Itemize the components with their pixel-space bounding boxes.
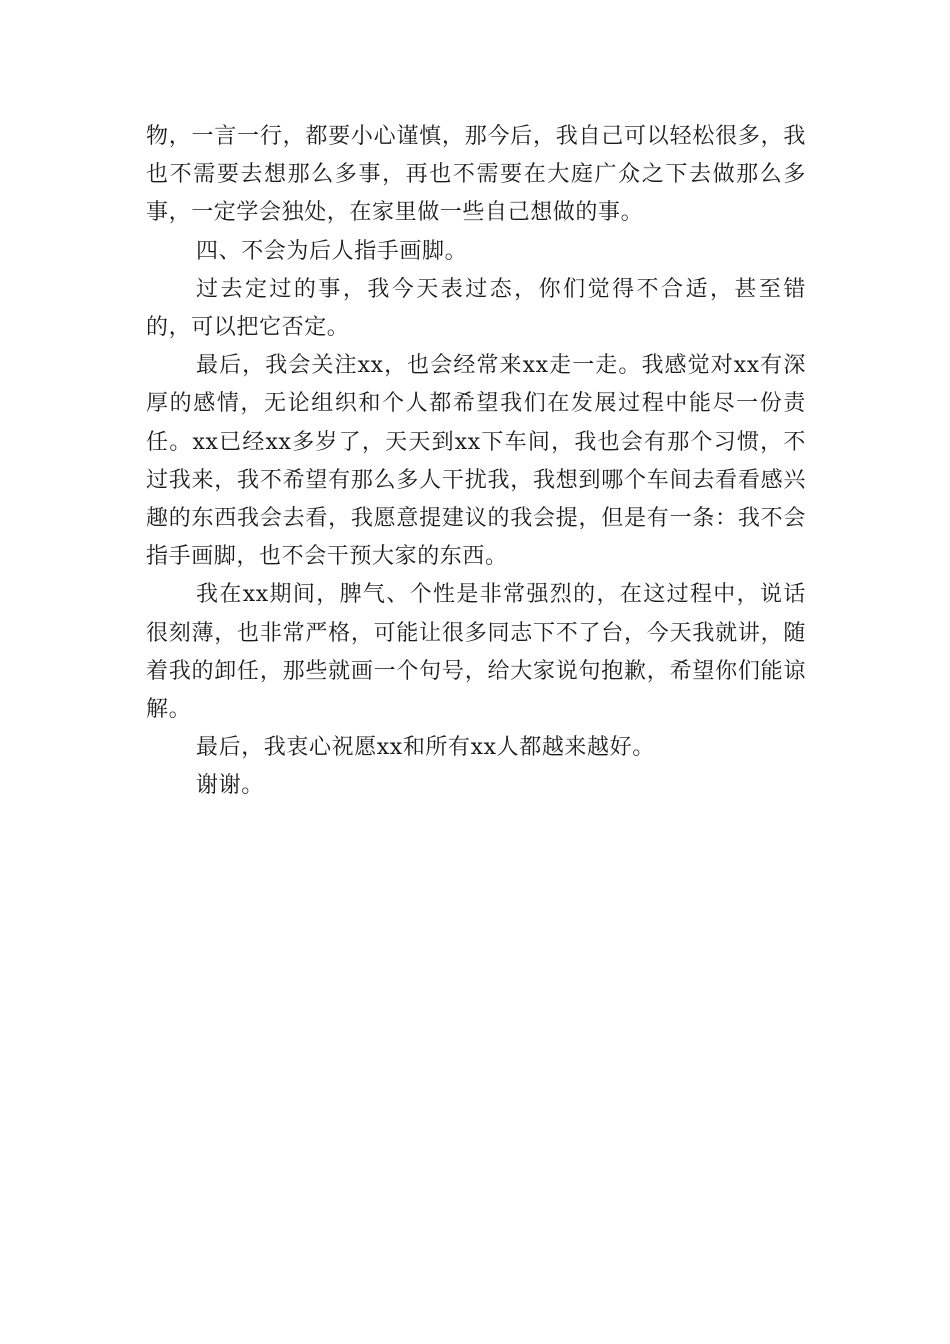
paragraph-past-decisions: 过去定过的事，我今天表过态，你们觉得不合适，甚至错的，可以把它否定。 [146,276,806,341]
paragraph-apology: 我在xx期间，脾气、个性是非常强烈的，在这过程中，说话很刻薄，也非常严格，可能让很多同志下不了台，今天我就讲，随着我的卸任，那些就画一个句号，给大家说句抱歉，希望你们能谅解。 [146,582,806,723]
paragraph-wishes: 最后，我衷心祝愿xx和所有xx人都越来越好。 [196,735,655,761]
paragraph-thanks: 谢谢。 [196,773,264,799]
document-page [146,118,806,806]
paragraph-heading-four: 四、不会为后人指手画脚。 [196,238,468,264]
paragraph-attention: 最后，我会关注xx，也会经常来xx走一走。我感觉对xx有深厚的感情，无论组织和个人都希望我们在发展过程中能尽一份责任。xx已经xx多岁了，天天到xx下车间，我也会有那个习惯，不过我来，我不希望有那么多人干扰我，我想到哪个车间去看看感兴趣的东西我会去看，我愿意提建议的我会提，但是有一条：我不会指手画脚，也不会干预大家的东西。 [146,353,806,570]
paragraph-continuation: 物，一言一行，都要小心谨慎，那今后，我自己可以轻松很多，我也不需要去想那么多事，再也不需要在大庭广众之下去做那么多事，一定学会独处，在家里做一些自己想做的事。 [146,124,806,226]
